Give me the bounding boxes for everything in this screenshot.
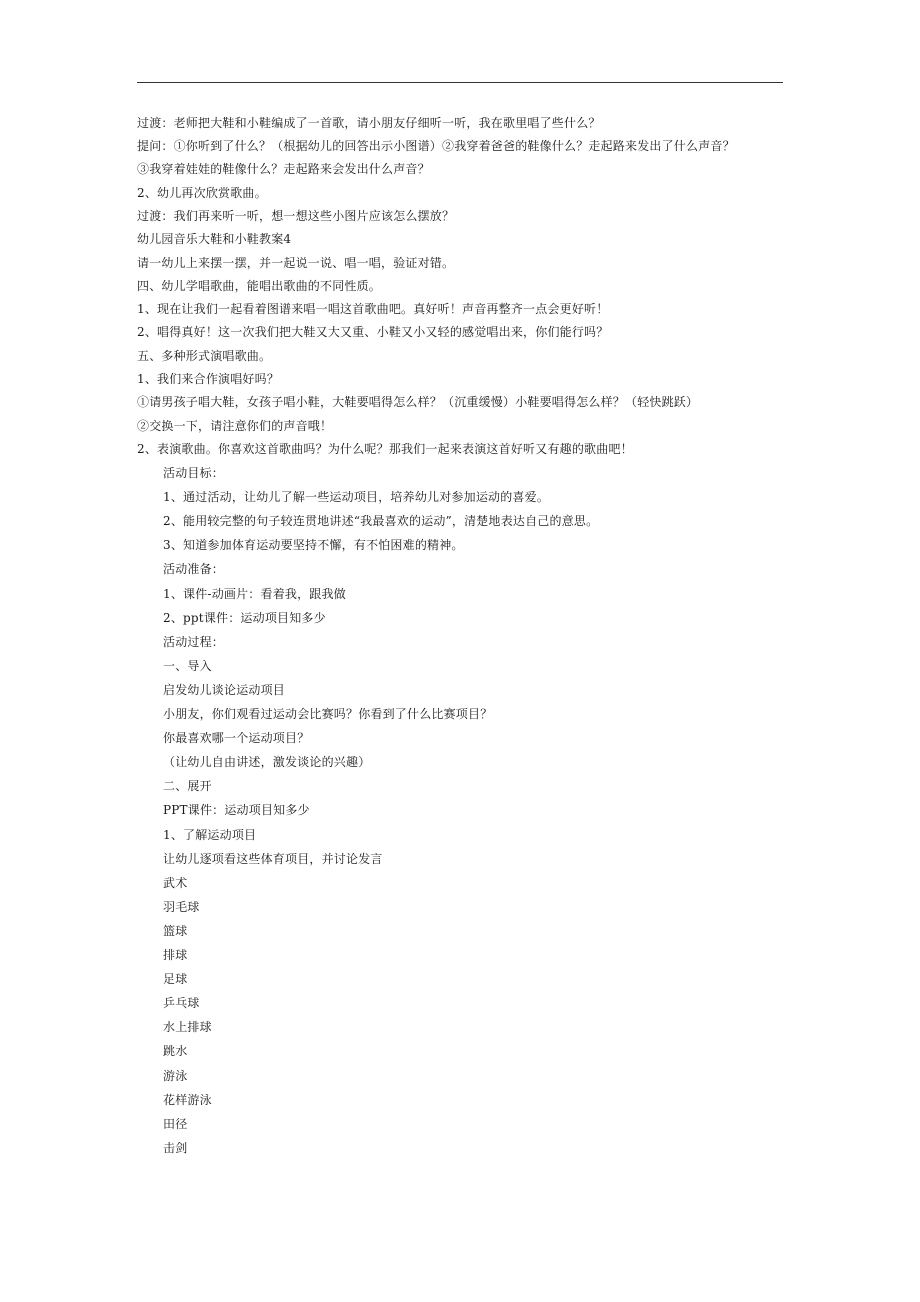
text-line: 1、了解运动项目 xyxy=(163,828,257,842)
list-item: 足球 xyxy=(163,972,188,986)
text-line: 1、现在让我们一起看着图谱来唱一唱这首歌曲吧。真好听！声音再整齐一点会更好听！ xyxy=(137,302,609,316)
text-line: 活动目标： xyxy=(163,466,225,480)
list-item: 水上排球 xyxy=(163,1020,212,1034)
text-line: 过渡：老师把大鞋和小鞋编成了一首歌，请小朋友仔细听一听，我在歌里唱了些什么？ xyxy=(137,116,601,130)
list-item: 羽毛球 xyxy=(163,900,200,914)
text-line: 启发幼儿谈论运动项目 xyxy=(163,683,286,697)
text-line: 活动过程： xyxy=(163,635,225,649)
text-line: 四、幼儿学唱歌曲，能唱出歌曲的不同性质。 xyxy=(137,279,382,293)
text-line: 1、课件-动画片：看着我，跟我做 xyxy=(163,587,346,601)
list-item: 田径 xyxy=(163,1117,188,1131)
text-line: 你最喜欢哪一个运动项目？ xyxy=(163,731,310,745)
list-item: 排球 xyxy=(163,948,188,962)
text-line: 1、通过活动，让幼儿了解一些运动项目，培养幼儿对参加运动的喜爱。 xyxy=(163,490,550,504)
list-item: 乒乓球 xyxy=(163,996,200,1010)
text-line: 幼儿园音乐大鞋和小鞋教案4 xyxy=(137,232,292,246)
list-item: 击剑 xyxy=(163,1141,188,1155)
text-line: 五、多种形式演唱歌曲。 xyxy=(137,349,272,363)
text-line: ①请男孩子唱大鞋，女孩子唱小鞋，大鞋要唱得怎么样？（沉重缓慢）小鞋要唱得怎么样？（轻快跳跃） xyxy=(137,395,699,409)
text-line: 2、能用较完整的句子较连贯地讲述“我最喜欢的运动”，清楚地表达自己的意思。 xyxy=(163,514,599,528)
text-line: 2、唱得真好！这一次我们把大鞋又大又重、小鞋又小又轻的感觉唱出来，你们能行吗？ xyxy=(137,325,609,339)
list-item: 篮球 xyxy=(163,924,188,938)
text-line: 一、导入 xyxy=(163,659,212,673)
list-item: 武术 xyxy=(163,876,188,890)
text-line: ③我穿着娃娃的鞋像什么？走起路来会发出什么声音？ xyxy=(137,162,430,176)
list-item: 花样游泳 xyxy=(163,1093,212,1107)
text-line: 3、知道参加体育运动要坚持不懈，有不怕困难的精神。 xyxy=(163,538,464,552)
text-line: ②交换一下，请注意你们的声音哦！ xyxy=(137,419,333,433)
text-line: 提问：①你听到了什么？（根据幼儿的回答出示小图谱）②我穿着爸爸的鞋像什么？走起路来发出了什么声音？ xyxy=(137,139,735,153)
text-line: 活动准备： xyxy=(163,562,225,576)
text-line: PPT课件：运动项目知多少 xyxy=(163,803,310,817)
list-item: 跳水 xyxy=(163,1044,188,1058)
text-line: （让幼儿自由讲述，激发谈论的兴趣） xyxy=(163,755,371,769)
text-line: 二、展开 xyxy=(163,779,212,793)
list-item: 游泳 xyxy=(163,1069,188,1083)
text-line: 1、我们来合作演唱好吗？ xyxy=(137,372,280,386)
text-line: 过渡：我们再来听一听，想一想这些小图片应该怎么摆放？ xyxy=(137,209,455,223)
text-line: 2、ppt课件：运动项目知多少 xyxy=(163,611,326,625)
text-line: 让幼儿逐项看这些体育项目，并讨论发言 xyxy=(163,852,383,866)
text-line: 2、表演歌曲。你喜欢这首歌曲吗？为什么呢？那我们一起来表演这首好听又有趣的歌曲吧！ xyxy=(137,442,633,456)
text-line: 2、幼儿再次欣赏歌曲。 xyxy=(137,186,267,200)
text-line: 请一幼儿上来摆一摆，并一起说一说、唱一唱，验证对错。 xyxy=(137,256,455,270)
text-line: 小朋友，你们观看过运动会比赛吗？你看到了什么比赛项目？ xyxy=(163,707,493,721)
